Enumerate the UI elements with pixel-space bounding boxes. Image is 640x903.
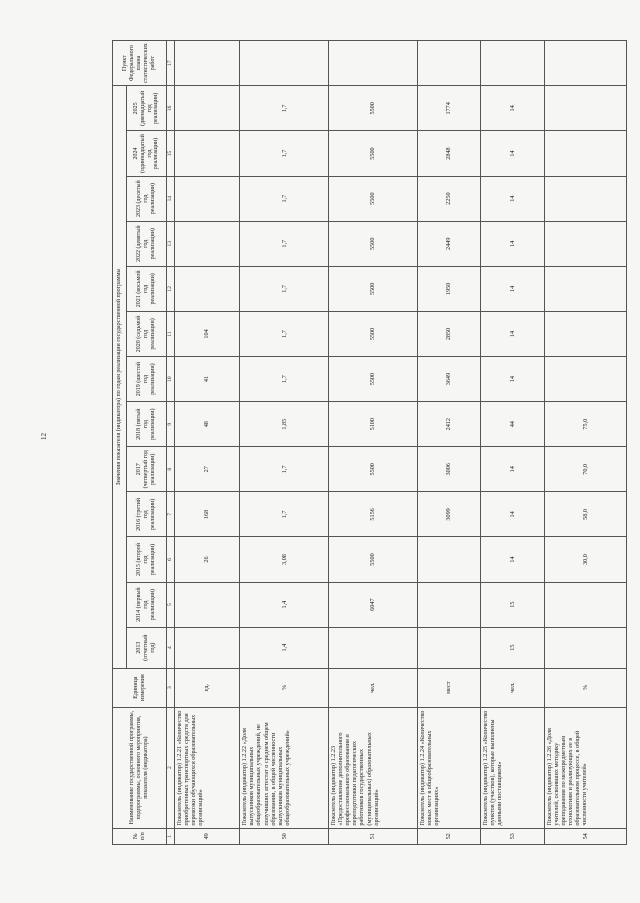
value-cell — [174, 86, 240, 131]
column-index-cell: 4 — [167, 627, 175, 668]
value-cell: 1,7 — [240, 86, 329, 131]
value-cell — [417, 537, 480, 582]
column-index-cell: 14 — [167, 176, 175, 221]
unit-cell: чел. — [328, 668, 417, 707]
value-cell: 41 — [174, 357, 240, 402]
value-cell: 5500 — [328, 131, 417, 176]
value-cell: 5500 — [328, 266, 417, 311]
value-cell: 5500 — [328, 447, 417, 492]
value-cell: 30,0 — [544, 537, 626, 582]
table-row — [544, 41, 626, 845]
indicator-name: Показатель (индикатор) 1.2.24 «Количество новых мест в общеобразовательных организациях» — [417, 707, 480, 828]
value-cell: 3006 — [417, 447, 480, 492]
header-year: 2021 (восьмой год реализации) — [127, 266, 167, 311]
header-no: № п/п — [113, 828, 167, 844]
header-year: 2018 (пятый год реализации) — [127, 402, 167, 447]
header-plan: Пункт Федерального плана статистических работ — [113, 41, 167, 86]
plan-cell — [417, 41, 480, 86]
value-cell: 1,7 — [240, 266, 329, 311]
indicator-name: Показатель (индикатор) 1.2.26 «Доля учителей, освоивших методику преподавания по межпредметным технологиям и реализующих ее в образовательном процессе, в общей численности учителей» — [544, 707, 626, 828]
header-year: 2017 (четвертый год реализации) — [127, 447, 167, 492]
header-unit: Единица измерения — [113, 668, 167, 707]
indicator-name: Показатель (индикатор) 1.2.21 «Количество приобретенных транспортных средств для перевозки обучающихся образовательных организаций» — [174, 707, 240, 828]
unit-cell: % — [240, 668, 329, 707]
unit-cell: мест — [417, 668, 480, 707]
value-cell — [544, 131, 626, 176]
value-cell: 5500 — [328, 311, 417, 356]
value-cell: 6047 — [328, 582, 417, 627]
value-cell: 2412 — [417, 402, 480, 447]
value-cell — [544, 311, 626, 356]
column-index-cell: 3 — [167, 668, 175, 707]
value-cell: 58,0 — [544, 492, 626, 537]
header-year: 2016 (третий год реализации) — [127, 492, 167, 537]
indicators-table — [112, 40, 627, 845]
value-cell: 14 — [481, 131, 544, 176]
value-cell: 1,85 — [240, 402, 329, 447]
header-year: 2023 (десятый год реализации) — [127, 176, 167, 221]
value-cell — [544, 357, 626, 402]
value-cell — [544, 582, 626, 627]
value-cell: 70,0 — [544, 447, 626, 492]
row-number: 50 — [240, 828, 329, 844]
plan-cell — [328, 41, 417, 86]
value-cell: 1,7 — [240, 311, 329, 356]
value-cell: 14 — [481, 221, 544, 266]
indicator-name: Показатель (индикатор) 1.2.23 «Предоставление дополнительного профессионального образования и переподготовки педагогических работников государственных (муниципальных) образовательных организаций» — [328, 707, 417, 828]
value-cell: 2848 — [417, 131, 480, 176]
plan-cell — [240, 41, 329, 86]
value-cell: 5100 — [328, 402, 417, 447]
page-number: 12 — [40, 433, 48, 440]
row-number: 51 — [328, 828, 417, 844]
column-index-cell: 11 — [167, 311, 175, 356]
value-cell: 5500 — [328, 221, 417, 266]
unit-cell: ед. — [174, 668, 240, 707]
value-cell: 14 — [481, 311, 544, 356]
value-cell: 3649 — [417, 357, 480, 402]
value-cell — [328, 627, 417, 668]
column-index-cell: 1 — [167, 828, 175, 844]
value-cell: 1774 — [417, 86, 480, 131]
header-year: 2013 (отчетный год) — [127, 627, 167, 668]
header-group-title: Значения показателя (индикатора) по годам реализации государственной программы — [113, 86, 127, 668]
value-cell — [174, 221, 240, 266]
column-index-cell: 12 — [167, 266, 175, 311]
value-cell: 1,7 — [240, 131, 329, 176]
value-cell: 1,7 — [240, 447, 329, 492]
table-row — [417, 41, 480, 845]
value-cell: 1,7 — [240, 176, 329, 221]
value-cell: 1,7 — [240, 221, 329, 266]
value-cell: 27 — [174, 447, 240, 492]
column-index-row — [167, 41, 175, 845]
header-year: 2015 (второй год реализации) — [127, 537, 167, 582]
value-cell: 2449 — [417, 221, 480, 266]
value-cell: 5500 — [328, 357, 417, 402]
unit-cell: чел. — [481, 668, 544, 707]
value-cell: 26 — [174, 537, 240, 582]
value-cell — [174, 131, 240, 176]
value-cell — [544, 221, 626, 266]
value-cell — [544, 176, 626, 221]
table-row — [174, 41, 240, 845]
plan-cell — [481, 41, 544, 86]
header-year: 2022 (девятый год реализации) — [127, 221, 167, 266]
column-index-cell: 6 — [167, 537, 175, 582]
value-cell: 3099 — [417, 492, 480, 537]
header-name: Наименование государственной программы, подпрограммы, основного мероприятия, показателя (индикатора) — [113, 707, 167, 828]
plan-cell — [544, 41, 626, 86]
column-index-cell: 10 — [167, 357, 175, 402]
value-cell: 14 — [481, 357, 544, 402]
unit-cell: % — [544, 668, 626, 707]
value-cell — [544, 86, 626, 131]
value-cell — [174, 582, 240, 627]
column-index-cell: 5 — [167, 582, 175, 627]
value-cell — [544, 266, 626, 311]
value-cell: 44 — [481, 402, 544, 447]
value-cell: 104 — [174, 311, 240, 356]
value-cell — [417, 627, 480, 668]
value-cell: 3,08 — [240, 537, 329, 582]
value-cell: 14 — [481, 86, 544, 131]
value-cell: 15 — [481, 627, 544, 668]
value-cell: 2250 — [417, 176, 480, 221]
value-cell: 1,4 — [240, 627, 329, 668]
value-cell: 168 — [174, 492, 240, 537]
table-row — [328, 41, 417, 845]
value-cell — [174, 627, 240, 668]
header-year: 2014 (первый год реализации) — [127, 582, 167, 627]
value-cell: 75,0 — [544, 402, 626, 447]
value-cell — [417, 582, 480, 627]
value-cell: 15 — [481, 582, 544, 627]
value-cell: 1,4 — [240, 582, 329, 627]
column-index-cell: 15 — [167, 131, 175, 176]
header-year: 2024 (одиннадцатый год реализации) — [127, 131, 167, 176]
column-index-cell: 17 — [167, 41, 175, 86]
value-cell: 14 — [481, 447, 544, 492]
value-cell — [174, 266, 240, 311]
header-year: 2025 (двенадцатый год реализации) — [127, 86, 167, 131]
value-cell: 5500 — [328, 176, 417, 221]
value-cell: 14 — [481, 537, 544, 582]
column-index-cell: 9 — [167, 402, 175, 447]
value-cell — [544, 627, 626, 668]
value-cell: 14 — [481, 266, 544, 311]
value-cell: 2850 — [417, 311, 480, 356]
value-cell: 1,7 — [240, 357, 329, 402]
table-row — [240, 41, 329, 845]
value-cell: 5500 — [328, 537, 417, 582]
value-cell: 14 — [481, 492, 544, 537]
plan-cell — [174, 41, 240, 86]
column-index-cell: 2 — [167, 707, 175, 828]
row-number: 49 — [174, 828, 240, 844]
value-cell: 14 — [481, 176, 544, 221]
row-number: 52 — [417, 828, 480, 844]
value-cell: 5500 — [328, 86, 417, 131]
value-cell: 5156 — [328, 492, 417, 537]
rotated-table-wrapper — [112, 40, 627, 845]
indicator-name: Показатель (индикатор) 1.2.22 «Доля выпускников муниципальных общеобразовательных учреждений, не получивших аттестат о среднем общем образовании, в общей численности выпускников муниципальных общеобразовательных учреждений» — [240, 707, 329, 828]
value-cell — [174, 176, 240, 221]
header-year: 2019 (шестой год реализации) — [127, 357, 167, 402]
header-year: 2020 (седьмой год реализации) — [127, 311, 167, 356]
column-index-cell: 7 — [167, 492, 175, 537]
row-number: 53 — [481, 828, 544, 844]
column-index-cell: 8 — [167, 447, 175, 492]
column-index-cell: 13 — [167, 221, 175, 266]
value-cell: 1,7 — [240, 492, 329, 537]
table-row — [481, 41, 544, 845]
indicator-name: Показатель (индикатор) 1.2.25 «Количество пунктов (участков), которые выполнены данными поставщиком» — [481, 707, 544, 828]
row-number: 54 — [544, 828, 626, 844]
value-cell: 48 — [174, 402, 240, 447]
column-index-cell: 16 — [167, 86, 175, 131]
value-cell: 1950 — [417, 266, 480, 311]
